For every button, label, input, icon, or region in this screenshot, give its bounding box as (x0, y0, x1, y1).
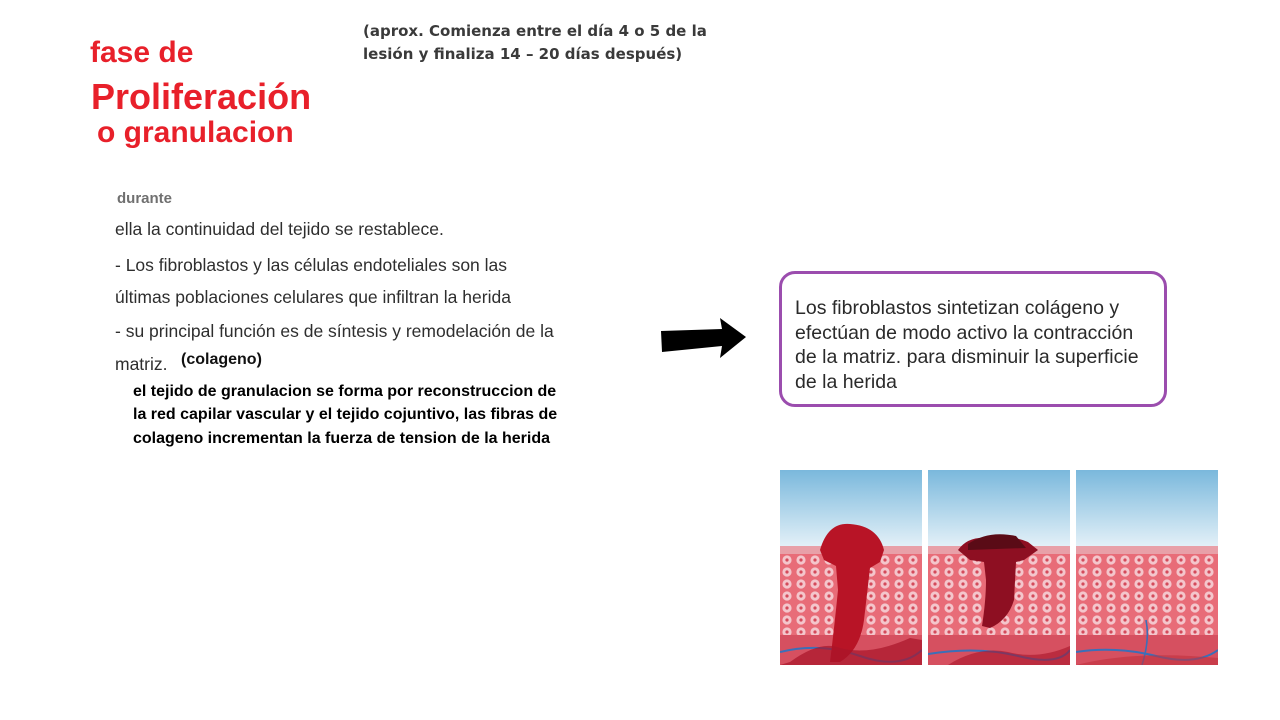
body-line-3: últimas poblaciones celulares que infiltran la herida (115, 287, 511, 307)
title-line-1: fase de (90, 36, 194, 69)
collagen-note: (colageno) (181, 351, 262, 368)
right-arrow-icon (660, 314, 748, 360)
callout-text: Los fibroblastos sintetizan colágeno y efectúan de modo activo la contracción de la matriz. para disminuir la superficie de la herida (795, 297, 1139, 393)
durante-label: durante (117, 190, 173, 207)
body-line-2: - Los fibroblastos y las células endoteliales son las (115, 255, 508, 275)
timing-note: (aprox. Comienza entre el día 4 o 5 de la lesión y finaliza 14 – 20 días después) (363, 22, 707, 63)
title-line-3: o granulacion (97, 116, 294, 149)
wound-stage-1-image (780, 470, 922, 665)
wound-stage-3-image (1076, 470, 1218, 665)
callout-box (779, 271, 1167, 407)
body-line-1: ella la continuidad del tejido se restablece. (115, 219, 444, 239)
body-line-4: - su principal función es de síntesis y remodelación de la (115, 321, 554, 341)
title-line-2: Proliferación (91, 76, 312, 117)
granulation-text: el tejido de granulacion se forma por reconstruccion de la red capilar vascular y el tejido cojuntivo, las fibras de colageno incrementan la fuerza de tension de la herida (133, 383, 558, 447)
body-line-5: matriz. (115, 354, 168, 374)
wound-stage-2-image (928, 470, 1070, 665)
